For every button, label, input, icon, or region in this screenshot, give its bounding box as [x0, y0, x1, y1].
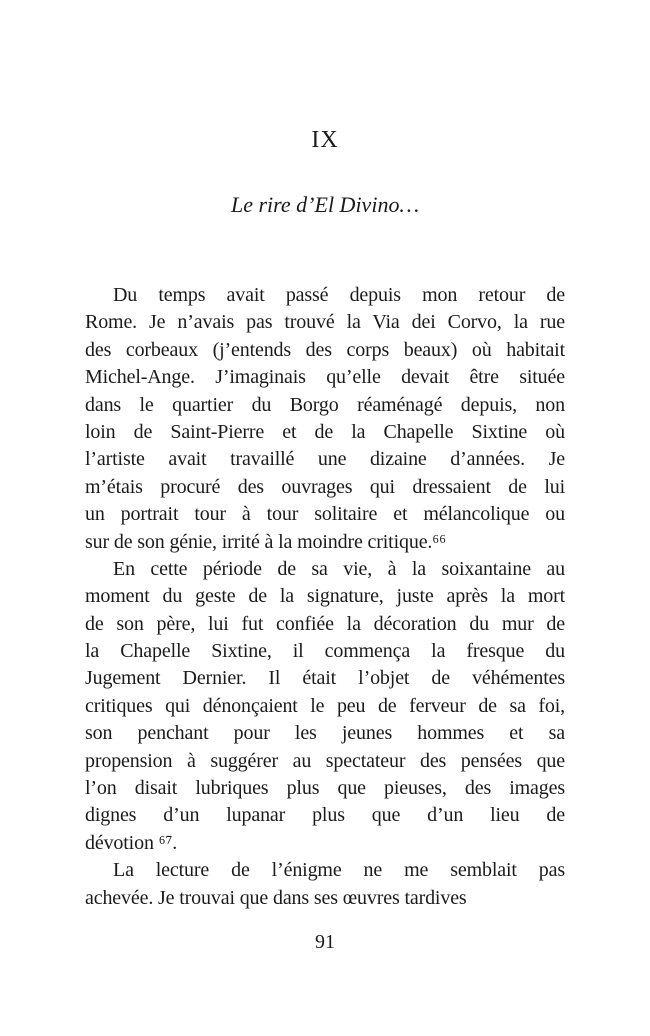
text-line: loin de Saint-Pierre et de la Chapelle Sixtine où	[85, 420, 565, 443]
text-line: critiques qui dénonçaient le peu de ferveur de sa foi,	[85, 694, 565, 717]
text-line: La lecture de l’énigme ne me semblait pas	[113, 859, 565, 882]
text-line: Du temps avait passé depuis mon retour de	[113, 284, 565, 306]
text-line: dans le quartier du Borgo réaménagé depuis, non	[85, 393, 565, 416]
text-line: de son père, lui fut confiée la décoration du mur de	[85, 612, 565, 635]
chapter-number: IX	[311, 127, 339, 153]
paragraph-3	[85, 857, 565, 912]
text-line: la Chapelle Sixtine, il commença la fresque du	[85, 640, 565, 663]
text-line: sur de son génie, irrité à la moindre critique.⁶⁶	[85, 530, 446, 553]
text-line: l’on disait lubriques plus que pieuses, des images	[85, 777, 565, 800]
text-line: Rome. Je n’avais pas trouvé la Via dei Corvo, la rue	[85, 311, 565, 334]
text-line: achevée. Je trouvai que dans ses œuvres tardives	[85, 886, 467, 909]
paragraph-1	[85, 282, 565, 556]
text-line: des corbeaux (j’entends des corps beaux) où habitait	[85, 338, 565, 361]
text-line: dignes d’un lupanar plus que d’un lieu de	[85, 804, 565, 827]
text-line: son penchant pour les jeunes hommes et sa	[85, 722, 565, 745]
text-line: m’étais procuré des ouvrages qui dressaient de lui	[85, 475, 565, 498]
text-line: moment du geste de la signature, juste après la mort	[85, 585, 565, 608]
body-text	[85, 282, 565, 912]
text-line: Jugement Dernier. Il était l’objet de véhémentes	[85, 667, 565, 690]
text-line: l’artiste avait travaillé une dizaine d’années. Je	[85, 448, 565, 471]
text-line: dévotion ⁶⁷.	[85, 831, 178, 854]
paragraph-2	[85, 556, 565, 857]
text-line: Michel-Ange. J’imaginais qu’elle devait être située	[85, 366, 565, 389]
text-line: propension à suggérer au spectateur des pensées que	[85, 749, 565, 772]
page-number: 91	[315, 930, 335, 953]
text-line: En cette période de sa vie, à la soixantaine au	[113, 557, 565, 580]
text-line: un portrait tour à tour solitaire et mélancolique ou	[85, 503, 565, 526]
chapter-title: Le rire d’El Divino…	[231, 192, 419, 217]
